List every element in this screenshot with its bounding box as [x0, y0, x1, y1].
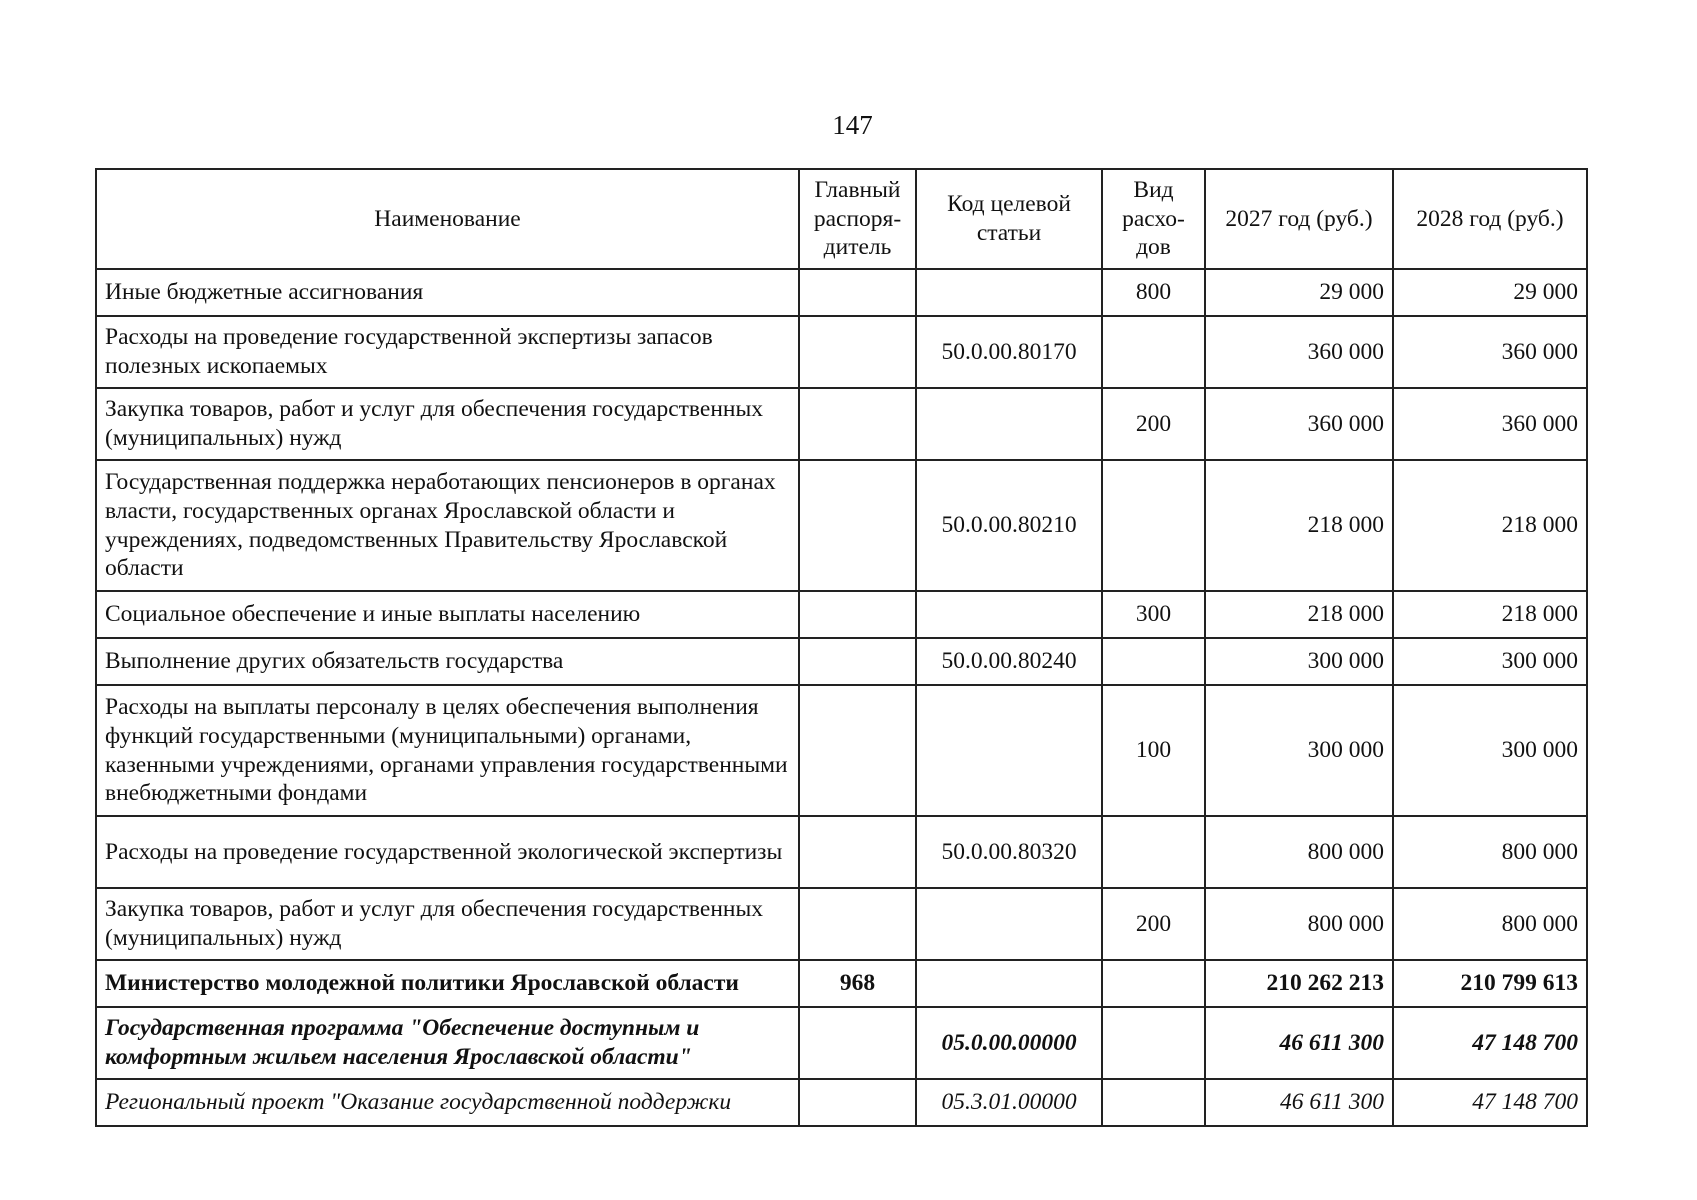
- cell-type: 200: [1102, 888, 1205, 960]
- cell-2027: 360 000: [1205, 316, 1393, 388]
- table-row: [96, 269, 1587, 316]
- cell-2027: 800 000: [1205, 888, 1393, 960]
- cell-manager: [799, 388, 916, 460]
- cell-manager: [799, 269, 916, 316]
- cell-type: [1102, 316, 1205, 388]
- cell-type: 300: [1102, 591, 1205, 638]
- header-manager: Главный распоря-дитель: [799, 169, 916, 269]
- cell-code: 50.0.00.80210: [916, 460, 1102, 591]
- cell-name: Расходы на выплаты персоналу в целях обеспечения выполнения функций государственными (муниципальными) органами, казенными учреждениями, органами управления государственными внебюджетными фондами: [96, 685, 799, 816]
- cell-name: Министерство молодежной политики Ярославской области: [96, 960, 799, 1007]
- cell-code: [916, 388, 1102, 460]
- cell-name: Выполнение других обязательств государства: [96, 638, 799, 685]
- page-number: 147: [832, 110, 873, 140]
- table-row: [96, 388, 1587, 460]
- cell-manager: [799, 591, 916, 638]
- table-row: [96, 638, 1587, 685]
- cell-code: 05.0.00.00000: [916, 1007, 1102, 1079]
- cell-name: Государственная программа "Обеспечение доступным и комфортным жильем населения Ярославской области": [96, 1007, 799, 1079]
- cell-type: [1102, 1079, 1205, 1126]
- cell-manager: [799, 316, 916, 388]
- cell-2028: 360 000: [1393, 388, 1587, 460]
- table-row: [96, 591, 1587, 638]
- cell-manager: 968: [799, 960, 916, 1007]
- header-name: Наименование: [96, 169, 799, 269]
- table-row: [96, 1079, 1587, 1126]
- cell-2027: 800 000: [1205, 816, 1393, 888]
- cell-type: [1102, 460, 1205, 591]
- header-2027: 2027 год (руб.): [1205, 169, 1393, 269]
- cell-code: 05.3.01.00000: [916, 1079, 1102, 1126]
- cell-2028: 218 000: [1393, 591, 1587, 638]
- cell-type: 800: [1102, 269, 1205, 316]
- table-row: [96, 460, 1587, 591]
- cell-name: Закупка товаров, работ и услуг для обеспечения государственных (муниципальных) нужд: [96, 388, 799, 460]
- cell-manager: [799, 685, 916, 816]
- cell-2027: 46 611 300: [1205, 1079, 1393, 1126]
- cell-code: [916, 888, 1102, 960]
- cell-2028: 800 000: [1393, 888, 1587, 960]
- cell-2028: 800 000: [1393, 816, 1587, 888]
- cell-2027: 29 000: [1205, 269, 1393, 316]
- cell-code: [916, 960, 1102, 1007]
- cell-type: [1102, 816, 1205, 888]
- budget-table: [95, 168, 1588, 1127]
- cell-2027: 360 000: [1205, 388, 1393, 460]
- cell-2028: 360 000: [1393, 316, 1587, 388]
- cell-manager: [799, 888, 916, 960]
- table-row: [96, 316, 1587, 388]
- cell-2028: 210 799 613: [1393, 960, 1587, 1007]
- cell-type: 200: [1102, 388, 1205, 460]
- cell-2027: 218 000: [1205, 460, 1393, 591]
- cell-manager: [799, 1079, 916, 1126]
- cell-2028: 300 000: [1393, 685, 1587, 816]
- cell-2028: 47 148 700: [1393, 1007, 1587, 1079]
- cell-type: [1102, 1007, 1205, 1079]
- cell-code: 50.0.00.80170: [916, 316, 1102, 388]
- cell-name: Расходы на проведение государственной экспертизы запасов полезных ископаемых: [96, 316, 799, 388]
- table-header-row: [96, 169, 1587, 269]
- cell-2027: 218 000: [1205, 591, 1393, 638]
- table-row: [96, 960, 1587, 1007]
- cell-code: 50.0.00.80240: [916, 638, 1102, 685]
- cell-code: [916, 685, 1102, 816]
- table-row: [96, 1007, 1587, 1079]
- cell-2027: 210 262 213: [1205, 960, 1393, 1007]
- cell-2027: 300 000: [1205, 685, 1393, 816]
- header-code: Код целевой статьи: [916, 169, 1102, 269]
- cell-type: [1102, 960, 1205, 1007]
- cell-2028: 218 000: [1393, 460, 1587, 591]
- header-type: Вид расхо-дов: [1102, 169, 1205, 269]
- cell-name: Государственная поддержка неработающих пенсионеров в органах власти, государственных органах Ярославской области и учреждениях, подведомственных Правительству Ярославской области: [96, 460, 799, 591]
- cell-code: 50.0.00.80320: [916, 816, 1102, 888]
- cell-type: 100: [1102, 685, 1205, 816]
- cell-manager: [799, 460, 916, 591]
- cell-manager: [799, 816, 916, 888]
- cell-2028: 47 148 700: [1393, 1079, 1587, 1126]
- cell-code: [916, 269, 1102, 316]
- cell-code: [916, 591, 1102, 638]
- cell-manager: [799, 638, 916, 685]
- table-row: [96, 685, 1587, 816]
- cell-manager: [799, 1007, 916, 1079]
- header-2028: 2028 год (руб.): [1393, 169, 1587, 269]
- table-row: [96, 888, 1587, 960]
- cell-name: Социальное обеспечение и иные выплаты населению: [96, 591, 799, 638]
- cell-name: Региональный проект "Оказание государственной поддержки: [96, 1079, 799, 1126]
- cell-name: Закупка товаров, работ и услуг для обеспечения государственных (муниципальных) нужд: [96, 888, 799, 960]
- cell-type: [1102, 638, 1205, 685]
- cell-name: Иные бюджетные ассигнования: [96, 269, 799, 316]
- table-row: [96, 816, 1587, 888]
- cell-2028: 300 000: [1393, 638, 1587, 685]
- cell-name: Расходы на проведение государственной экологической экспертизы: [96, 816, 799, 888]
- cell-2027: 300 000: [1205, 638, 1393, 685]
- cell-2028: 29 000: [1393, 269, 1587, 316]
- cell-2027: 46 611 300: [1205, 1007, 1393, 1079]
